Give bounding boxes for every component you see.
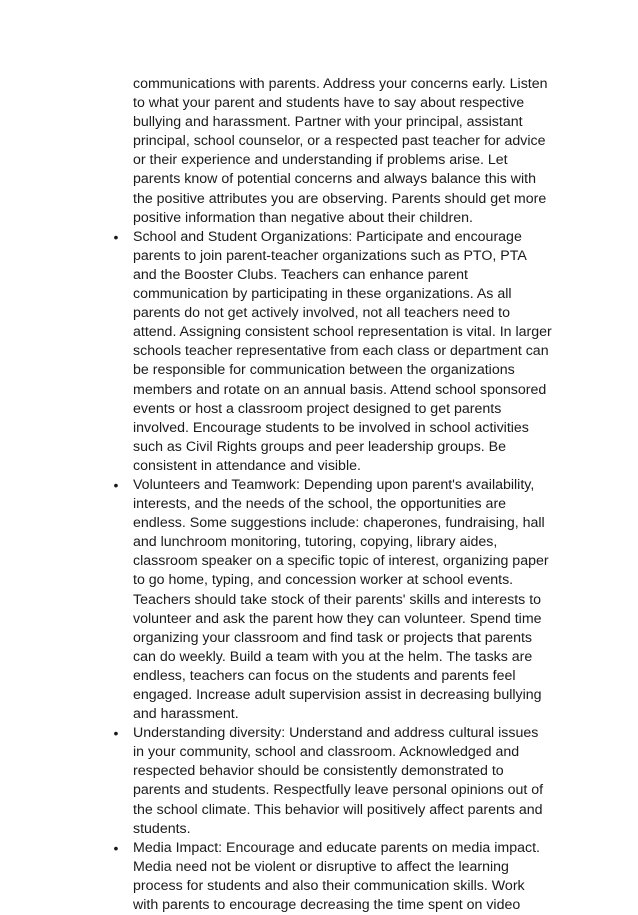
bullet-icon: •	[113, 476, 119, 493]
list-item-diversity	[113, 724, 553, 839]
list-item-text: Understanding diversity: Understand and address cultural issues in your community, school and classroom. Acknowledged and respected behavior should be consistently demonstrated to parents and students. Respectfully leave personal opinions out of the school climate. This behavior will positively affect parents and students.	[133, 725, 544, 837]
list-item-text: School and Student Organizations: Participate and encourage parents to join parent-teacher organizations such as PTO, PTA and the Booster Clubs. Teachers can enhance parent communication by participating in these organizations. As all parents do not get actively involved, not all teachers need to attend. Assigning consistent school representation is vital. In larger schools teacher representative from each class or department can be responsible for communication between the organizations members and rotate on an annual basis. Attend school sponsored events or host a classroom project designed to get parents involved. Encourage students to be involved in school activities such as Civil Rights groups and peer leadership groups. Be consistent in attendance and visible.	[133, 228, 552, 474]
list-item-organizations	[113, 228, 553, 476]
list-item-text: Volunteers and Teamwork: Depending upon parent's availability, interests, and the needs of the school, the opportunities are endless. Some suggestions include: chaperones, fundraising, hall and lunchroom monitoring, tutoring, copying, library aides, classroom speaker on a specific topic of interest, organizing paper to go home, typing, and concession worker at school events. Teachers should take stock of their parents' skills and interests to volunteer and ask the parent how they can volunteer. Spend time organizing your classroom and find task or projects that parents can do weekly. Build a team with you at the helm. The tasks are endless, teachers can focus on the students and parents feel engaged. Increase adult supervision assist in decreasing bullying and harassment.	[133, 476, 549, 723]
bullet-icon: •	[113, 228, 119, 245]
bullet-list	[113, 228, 553, 915]
bullet-icon: •	[113, 725, 119, 742]
bullet-icon: •	[113, 839, 119, 856]
list-item-text: Media Impact: Encourage and educate parents on media impact. Media need not be violent or disruptive to affect the learning process for students and also their communication skills. Work with parents to encourage decreasing the time spent on video	[133, 839, 540, 914]
continuation-paragraph: communications with parents. Address your concerns early. Listen to what your parent and students have to say about respective bullying and harassment. Partner with your principal, assistant principal, school counselor, or a respected past teacher for advice or their experience and understanding if problems arise. Let parents know of potential concerns and always balance this with the positive attributes you are observing. Parents should get more positive information than negative about their children.	[133, 76, 548, 226]
document-body	[113, 75, 553, 915]
list-item-media	[113, 839, 553, 915]
list-item-volunteers	[113, 476, 553, 724]
